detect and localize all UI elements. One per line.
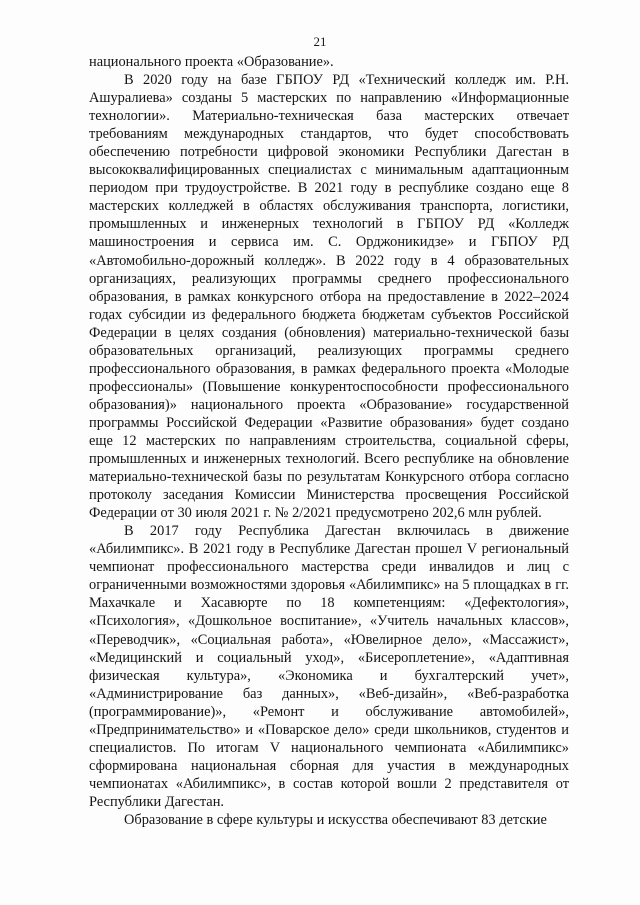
document-body bbox=[89, 53, 569, 829]
paragraph-technical-college: В 2020 году на базе ГБПОУ РД «Технический колледж им. Р.Н. Ашуралиева» созданы 5 мастерских по направлению «Информационные технологии». Материально-техническая база мастерских отвечает требованиям международных стандартов, что будет способствовать обеспечению потребности цифровой экономики Республики Дагестан в высококвалифицированных специалистах с минимальным адаптационным периодом при трудоустройстве. В 2021 году в республике создано еще 8 мастерских колледжей в областях обслуживания транспорта, логистики, промышленных и инженерных технологий в ГБПОУ РД «Колледж машиностроения и сервиса им. С. Орджоникидзе» и ГБПОУ РД «Автомобильно-дорожный колледж». В 2022 году в 4 образовательных организациях, реализующих программы среднего профессионального образования, в рамках конкурсного отбора на предоставление в 2022–2024 годах субсидии из федерального бюджета бюджетам субъектов Российской Федерации в целях создания (обновления) материально-технической базы образовательных организаций, реализующих программы среднего профессионального образования, в рамках федерального проекта «Молодые профессионалы» (Повышение конкурентоспособности профессионального образования)» национального проекта «Образование» государственной программы Российской Федерации «Развитие образования» будет создано еще 12 мастерских по направлениям строительства, социальной сферы, промышленных и инженерных технологий. Всего республике на обновление материально-технической базы по результатам Конкурсного отбора согласно протоколу заседания Комиссии Министерства просвещения Российской Федерации от 30 июля 2021 г. № 2/2021 предусмотрено 202,6 млн рублей. bbox=[89, 72, 569, 522]
paragraph-abilympics: В 2017 году Республика Дагестан включилась в движение «Абилимпикс». В 2021 году в Республике Дагестан прошел V региональный чемпионат профессионального мастерства среди инвалидов и лиц с ограниченными возможностями здоровья «Абилимпикс» на 5 площадках в гг. Махачкале и Хасавюрте по 18 компетенциям: «Дефектология», «Психология», «Дошкольное воспитание», «Учитель начальных классов», «Переводчик», «Социальная работа», «Ювелирное дело», «Массажист», «Медицинский и социальный уход», «Бисероплетение», «Адаптивная физическая культура», «Экономика и бухгалтерский учет», «Администрирование баз данных», «Веб-дизайн», «Веб-разработка (программирование)», «Ремонт и обслуживание автомобилей», «Предпринимательство» и «Поварское дело» среди школьников, студентов и специалистов. По итогам V национального чемпионата «Абилимпикс» сформирована национальная сборная для участия в международных чемпионатах «Абилимпикс», в состав которой вошли 2 представителя от Республики Дагестан. bbox=[89, 523, 569, 810]
paragraph-culture-education: Образование в сфере культуры и искусства обеспечивают 83 детские bbox=[124, 811, 547, 828]
paragraph-continuation: национального проекта «Образование». bbox=[89, 54, 334, 70]
page-number: 21 bbox=[313, 34, 327, 49]
